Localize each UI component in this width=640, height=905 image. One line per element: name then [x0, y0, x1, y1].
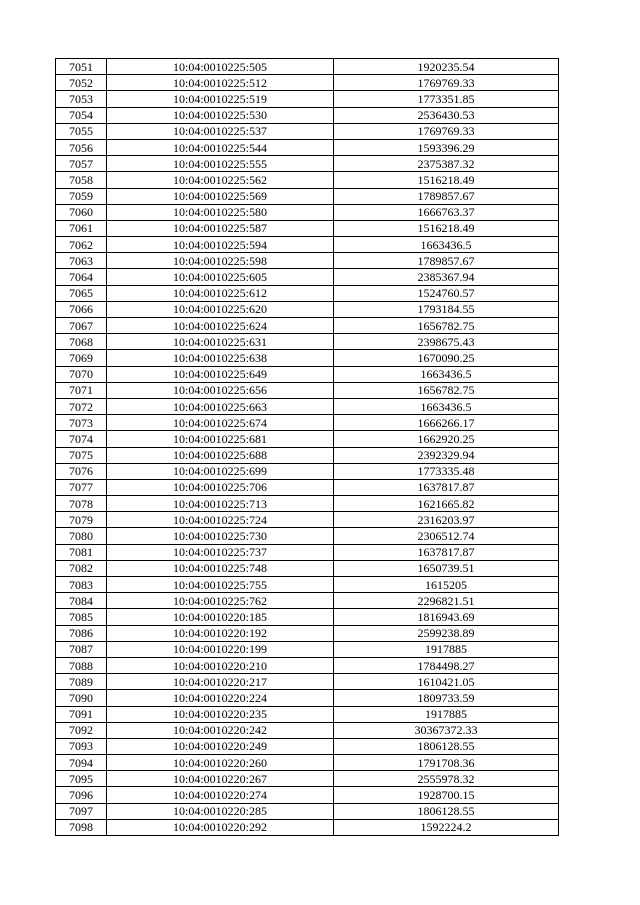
value-cell: 1610421.05: [334, 674, 559, 690]
row-number-cell: 7051: [56, 59, 107, 75]
row-number-cell: 7058: [56, 172, 107, 188]
cadastral-number-cell: 10:04:0010225:512: [107, 75, 334, 91]
cadastral-number-cell: 10:04:0010225:605: [107, 269, 334, 285]
cadastral-number-cell: 10:04:0010225:519: [107, 91, 334, 107]
table-row: [56, 75, 559, 91]
cadastral-number-cell: 10:04:0010220:249: [107, 738, 334, 754]
row-number-cell: 7097: [56, 803, 107, 819]
table-row: [56, 398, 559, 414]
cadastral-number-cell: 10:04:0010225:699: [107, 463, 334, 479]
cadastral-number-cell: 10:04:0010225:612: [107, 285, 334, 301]
value-cell: 1656782.75: [334, 318, 559, 334]
value-cell: 1791708.36: [334, 755, 559, 771]
row-number-cell: 7083: [56, 577, 107, 593]
table-row: [56, 123, 559, 139]
cadastral-number-cell: 10:04:0010225:598: [107, 253, 334, 269]
row-number-cell: 7054: [56, 107, 107, 123]
row-number-cell: 7053: [56, 91, 107, 107]
table-row: [56, 544, 559, 560]
table-row: [56, 722, 559, 738]
table-row: [56, 803, 559, 819]
row-number-cell: 7069: [56, 350, 107, 366]
row-number-cell: 7060: [56, 204, 107, 220]
cadastral-number-cell: 10:04:0010225:656: [107, 382, 334, 398]
table-row: [56, 771, 559, 787]
table-row: [56, 350, 559, 366]
cadastral-number-cell: 10:04:0010225:663: [107, 398, 334, 414]
value-cell: 1917885: [334, 641, 559, 657]
row-number-cell: 7078: [56, 496, 107, 512]
cadastral-number-cell: 10:04:0010225:762: [107, 593, 334, 609]
cadastral-number-cell: 10:04:0010225:587: [107, 220, 334, 236]
cadastral-number-cell: 10:04:0010225:713: [107, 496, 334, 512]
cadastral-number-cell: 10:04:0010220:285: [107, 803, 334, 819]
cadastral-number-cell: 10:04:0010225:649: [107, 366, 334, 382]
table-row: [56, 690, 559, 706]
cadastral-number-cell: 10:04:0010225:681: [107, 431, 334, 447]
data-table: [55, 58, 559, 836]
cadastral-number-cell: 10:04:0010225:755: [107, 577, 334, 593]
row-number-cell: 7074: [56, 431, 107, 447]
cadastral-number-cell: 10:04:0010225:688: [107, 447, 334, 463]
cadastral-number-cell: 10:04:0010225:706: [107, 479, 334, 495]
row-number-cell: 7089: [56, 674, 107, 690]
value-cell: 2375387.32: [334, 156, 559, 172]
value-cell: 1789857.67: [334, 188, 559, 204]
value-cell: 1592224.2: [334, 819, 559, 835]
value-cell: 1516218.49: [334, 172, 559, 188]
cadastral-number-cell: 10:04:0010225:505: [107, 59, 334, 75]
cadastral-number-cell: 10:04:0010225:748: [107, 560, 334, 576]
value-cell: 1621665.82: [334, 496, 559, 512]
table-row: [56, 318, 559, 334]
table-row: [56, 674, 559, 690]
table-row: [56, 755, 559, 771]
table-row: [56, 593, 559, 609]
table-row: [56, 512, 559, 528]
table-row: [56, 463, 559, 479]
row-number-cell: 7090: [56, 690, 107, 706]
row-number-cell: 7096: [56, 787, 107, 803]
value-cell: 1773335.48: [334, 463, 559, 479]
value-cell: 2296821.51: [334, 593, 559, 609]
value-cell: 1670090.25: [334, 350, 559, 366]
value-cell: 1663436.5: [334, 366, 559, 382]
row-number-cell: 7064: [56, 269, 107, 285]
value-cell: 2392329.94: [334, 447, 559, 463]
value-cell: 2306512.74: [334, 528, 559, 544]
table-row: [56, 787, 559, 803]
value-cell: 1666266.17: [334, 415, 559, 431]
cadastral-number-cell: 10:04:0010220:242: [107, 722, 334, 738]
table-row: [56, 560, 559, 576]
table-row: [56, 447, 559, 463]
table-row: [56, 204, 559, 220]
row-number-cell: 7071: [56, 382, 107, 398]
value-cell: 1516218.49: [334, 220, 559, 236]
value-cell: 2316203.97: [334, 512, 559, 528]
table-row: [56, 334, 559, 350]
row-number-cell: 7072: [56, 398, 107, 414]
table-row: [56, 156, 559, 172]
value-cell: 1816943.69: [334, 609, 559, 625]
table-row: [56, 301, 559, 317]
value-cell: 1773351.85: [334, 91, 559, 107]
cadastral-number-cell: 10:04:0010225:544: [107, 139, 334, 155]
row-number-cell: 7061: [56, 220, 107, 236]
row-number-cell: 7095: [56, 771, 107, 787]
cadastral-number-cell: 10:04:0010225:594: [107, 237, 334, 253]
value-cell: 1663436.5: [334, 237, 559, 253]
row-number-cell: 7092: [56, 722, 107, 738]
value-cell: 1662920.25: [334, 431, 559, 447]
row-number-cell: 7077: [56, 479, 107, 495]
value-cell: 1615205: [334, 577, 559, 593]
value-cell: 2398675.43: [334, 334, 559, 350]
table-row: [56, 188, 559, 204]
cadastral-number-cell: 10:04:0010220:274: [107, 787, 334, 803]
table-row: [56, 431, 559, 447]
value-cell: 1637817.87: [334, 479, 559, 495]
value-cell: 30367372.33: [334, 722, 559, 738]
value-cell: 1593396.29: [334, 139, 559, 155]
cadastral-number-cell: 10:04:0010220:217: [107, 674, 334, 690]
row-number-cell: 7091: [56, 706, 107, 722]
table-row: [56, 107, 559, 123]
row-number-cell: 7088: [56, 657, 107, 673]
table-row: [56, 253, 559, 269]
cadastral-number-cell: 10:04:0010225:724: [107, 512, 334, 528]
value-cell: 2385367.94: [334, 269, 559, 285]
value-cell: 1806128.55: [334, 803, 559, 819]
row-number-cell: 7084: [56, 593, 107, 609]
cadastral-number-cell: 10:04:0010220:260: [107, 755, 334, 771]
row-number-cell: 7079: [56, 512, 107, 528]
row-number-cell: 7085: [56, 609, 107, 625]
row-number-cell: 7087: [56, 641, 107, 657]
row-number-cell: 7075: [56, 447, 107, 463]
cadastral-number-cell: 10:04:0010225:674: [107, 415, 334, 431]
cadastral-number-cell: 10:04:0010220:199: [107, 641, 334, 657]
cadastral-number-cell: 10:04:0010225:624: [107, 318, 334, 334]
cadastral-number-cell: 10:04:0010220:224: [107, 690, 334, 706]
row-number-cell: 7080: [56, 528, 107, 544]
table-row: [56, 172, 559, 188]
cadastral-number-cell: 10:04:0010225:631: [107, 334, 334, 350]
table-row: [56, 479, 559, 495]
value-cell: 1769769.33: [334, 75, 559, 91]
row-number-cell: 7059: [56, 188, 107, 204]
value-cell: 1793184.55: [334, 301, 559, 317]
value-cell: 1637817.87: [334, 544, 559, 560]
row-number-cell: 7067: [56, 318, 107, 334]
table-row: [56, 139, 559, 155]
cadastral-number-cell: 10:04:0010225:569: [107, 188, 334, 204]
row-number-cell: 7094: [56, 755, 107, 771]
table-row: [56, 415, 559, 431]
cadastral-number-cell: 10:04:0010220:292: [107, 819, 334, 835]
row-number-cell: 7093: [56, 738, 107, 754]
row-number-cell: 7068: [56, 334, 107, 350]
value-cell: 1920235.54: [334, 59, 559, 75]
cadastral-number-cell: 10:04:0010225:737: [107, 544, 334, 560]
table-row: [56, 496, 559, 512]
row-number-cell: 7062: [56, 237, 107, 253]
table-row: [56, 366, 559, 382]
value-cell: 1650739.51: [334, 560, 559, 576]
value-cell: 1784498.27: [334, 657, 559, 673]
value-cell: 1806128.55: [334, 738, 559, 754]
cadastral-number-cell: 10:04:0010225:562: [107, 172, 334, 188]
value-cell: 2536430.53: [334, 107, 559, 123]
row-number-cell: 7055: [56, 123, 107, 139]
value-cell: 1769769.33: [334, 123, 559, 139]
value-cell: 1524760.57: [334, 285, 559, 301]
row-number-cell: 7070: [56, 366, 107, 382]
value-cell: 1656782.75: [334, 382, 559, 398]
value-cell: 1928700.15: [334, 787, 559, 803]
row-number-cell: 7057: [56, 156, 107, 172]
cadastral-number-cell: 10:04:0010225:620: [107, 301, 334, 317]
cadastral-number-cell: 10:04:0010220:185: [107, 609, 334, 625]
row-number-cell: 7052: [56, 75, 107, 91]
cadastral-number-cell: 10:04:0010220:267: [107, 771, 334, 787]
value-cell: 1789857.67: [334, 253, 559, 269]
row-number-cell: 7076: [56, 463, 107, 479]
table-row: [56, 738, 559, 754]
row-number-cell: 7073: [56, 415, 107, 431]
table-row: [56, 269, 559, 285]
table-row: [56, 657, 559, 673]
cadastral-number-cell: 10:04:0010225:730: [107, 528, 334, 544]
table-row: [56, 285, 559, 301]
value-cell: 1917885: [334, 706, 559, 722]
table-row: [56, 819, 559, 835]
cadastral-number-cell: 10:04:0010225:530: [107, 107, 334, 123]
table-row: [56, 91, 559, 107]
table-row: [56, 609, 559, 625]
value-cell: 2555978.32: [334, 771, 559, 787]
cadastral-number-cell: 10:04:0010225:580: [107, 204, 334, 220]
value-cell: 1666763.37: [334, 204, 559, 220]
row-number-cell: 7081: [56, 544, 107, 560]
row-number-cell: 7056: [56, 139, 107, 155]
value-cell: 1663436.5: [334, 398, 559, 414]
table-row: [56, 382, 559, 398]
row-number-cell: 7098: [56, 819, 107, 835]
table-body: [56, 59, 559, 836]
cadastral-number-cell: 10:04:0010225:537: [107, 123, 334, 139]
cadastral-number-cell: 10:04:0010225:555: [107, 156, 334, 172]
row-number-cell: 7065: [56, 285, 107, 301]
value-cell: 2599238.89: [334, 625, 559, 641]
table-row: [56, 59, 559, 75]
table-row: [56, 625, 559, 641]
table-row: [56, 641, 559, 657]
table-row: [56, 577, 559, 593]
cadastral-number-cell: 10:04:0010220:210: [107, 657, 334, 673]
table-row: [56, 220, 559, 236]
cadastral-number-cell: 10:04:0010220:192: [107, 625, 334, 641]
row-number-cell: 7063: [56, 253, 107, 269]
value-cell: 1809733.59: [334, 690, 559, 706]
table-row: [56, 706, 559, 722]
row-number-cell: 7086: [56, 625, 107, 641]
table-row: [56, 528, 559, 544]
cadastral-number-cell: 10:04:0010220:235: [107, 706, 334, 722]
row-number-cell: 7082: [56, 560, 107, 576]
cadastral-number-cell: 10:04:0010225:638: [107, 350, 334, 366]
row-number-cell: 7066: [56, 301, 107, 317]
table-row: [56, 237, 559, 253]
